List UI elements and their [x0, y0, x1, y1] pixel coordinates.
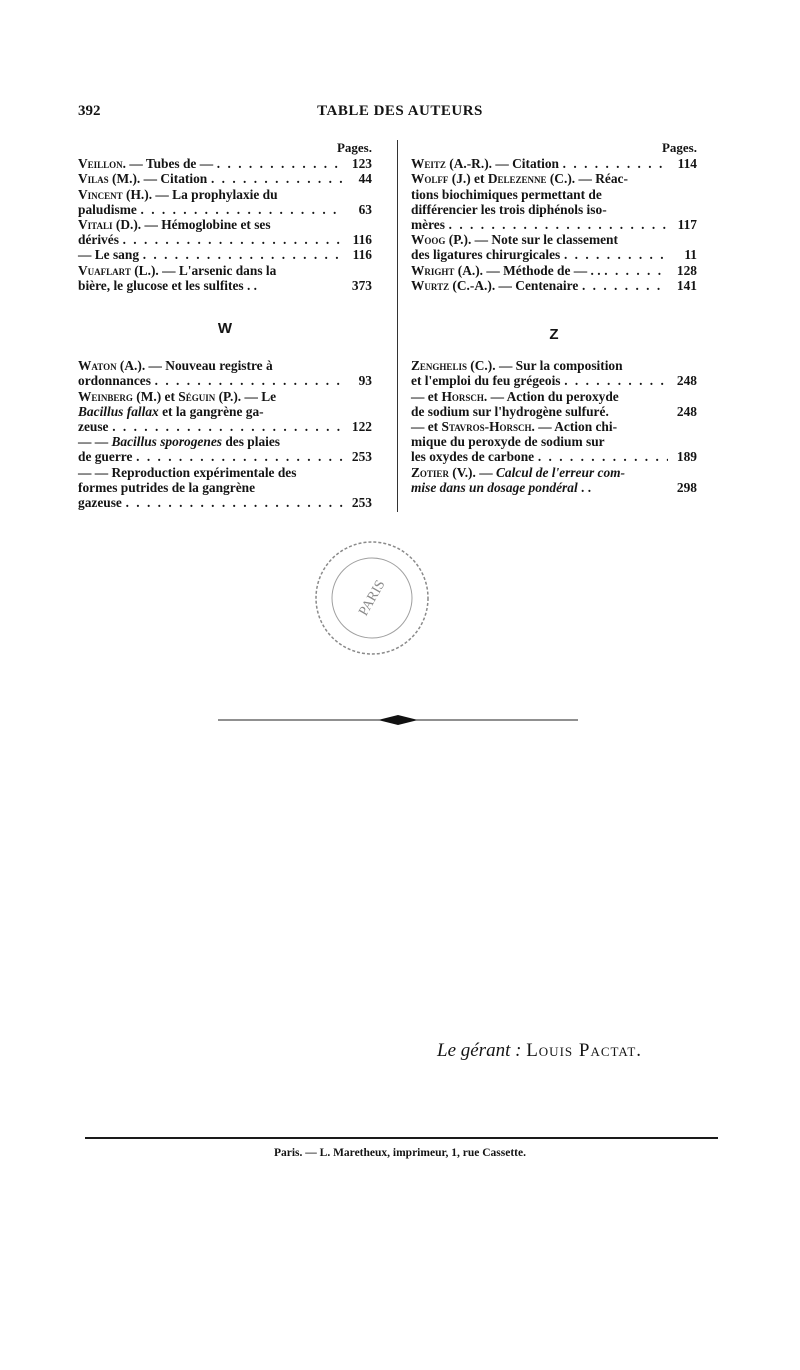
entry-words: — Nouveau registre à — [145, 358, 273, 374]
leader-dots — [216, 156, 343, 171]
entry-words: et la gangrène ga- — [158, 403, 264, 419]
italic-title: Bacillus fallax — [78, 403, 159, 419]
leader-dots — [142, 247, 343, 262]
author-name: Wright (A.). — [411, 262, 484, 278]
entry-words: . . — [577, 479, 592, 495]
entry-line — [78, 186, 372, 202]
page-ref: 116 — [352, 232, 372, 248]
entry-text — [411, 277, 579, 293]
entry-words: — — [475, 464, 496, 480]
ornament-divider — [218, 712, 578, 728]
entry-text — [78, 156, 214, 172]
entry-text — [411, 403, 609, 419]
index-entry — [411, 232, 697, 262]
leader-dots — [135, 449, 343, 464]
leader-dots — [537, 449, 668, 464]
entry-text — [411, 217, 445, 233]
page-ref: 117 — [677, 217, 697, 233]
leader-dots — [562, 156, 668, 171]
entry-words: — et — [411, 388, 442, 404]
entry-line — [78, 479, 372, 495]
leader-dots — [112, 419, 344, 434]
entry-line — [411, 186, 697, 202]
gerant-signature — [0, 1040, 800, 1062]
author-name: Veillon. — [78, 156, 127, 172]
entry-text — [411, 201, 607, 217]
index-entry — [78, 389, 372, 435]
italic-title: Bacillus sporogenes — [111, 434, 222, 450]
entry-words: zeuse — [78, 419, 109, 435]
entry-text — [78, 232, 119, 248]
leader-dots — [140, 202, 343, 217]
index-entry — [411, 465, 697, 495]
entry-line — [78, 262, 372, 278]
entries-z-list — [411, 358, 697, 495]
entry-text — [411, 186, 602, 202]
leader-dots — [563, 247, 668, 262]
index-entry — [411, 358, 697, 388]
page-ref: 253 — [351, 495, 372, 511]
author-name: Weitz (A.-R.). — [411, 156, 493, 172]
leader-dots — [122, 232, 343, 247]
section-letter-z: Z — [549, 326, 559, 344]
entry-words: des ligatures chirurgicales — [411, 247, 561, 263]
gerant-label: Le gérant : — [437, 1040, 522, 1061]
entry-line — [411, 358, 697, 374]
entry-words: — Hémoglobine et ses — [141, 217, 271, 233]
entry-words: — La prophylaxie du — [152, 186, 278, 202]
index-entry — [78, 171, 372, 186]
index-entry — [78, 156, 372, 171]
entry-line — [78, 247, 372, 263]
entry-line — [411, 464, 697, 480]
column-divider — [397, 140, 398, 512]
library-stamp — [312, 538, 432, 658]
entry-text — [78, 388, 277, 404]
left-column — [78, 140, 372, 510]
entry-line — [78, 171, 372, 187]
author-name: Horsch. — [441, 388, 488, 404]
entry-words: mères — [411, 217, 445, 233]
entry-line — [78, 434, 372, 450]
author-name: Weinberg (M.) — [78, 388, 162, 404]
page-ref: 63 — [358, 201, 372, 217]
entry-words: — Action du peroxyde — [487, 388, 619, 404]
entry-line — [411, 434, 697, 450]
entry-line — [411, 403, 697, 419]
entry-line — [78, 449, 372, 465]
entry-line — [411, 388, 697, 404]
entry-words: paludisme — [78, 201, 137, 217]
entry-words: — Citation — [492, 156, 559, 172]
entry-text — [78, 247, 140, 263]
entry-words: — Note sur le classement — [471, 232, 618, 248]
entry-line — [78, 373, 372, 389]
entry-text — [411, 419, 618, 435]
entry-line — [411, 232, 697, 248]
entry-words: bière, le glucose et les sulfites . . — [78, 277, 258, 293]
entry-line — [411, 373, 697, 389]
author-name: Woog (P.). — [411, 232, 472, 248]
entry-words: des plaies — [221, 434, 281, 450]
entry-words: différencier les trois diphénols iso- — [411, 201, 607, 217]
page-ref: 373 — [351, 277, 372, 293]
author-name: Vilas (M.). — [78, 171, 141, 187]
entry-line — [78, 232, 372, 248]
entry-words: et — [470, 171, 488, 187]
entry-text — [411, 434, 605, 450]
entry-text — [411, 464, 626, 480]
entry-text — [78, 358, 273, 374]
running-title: TABLE DES AUTEURS — [317, 103, 483, 119]
entry-line — [411, 419, 697, 435]
entry-words: — et — [411, 419, 442, 435]
entry-line — [411, 156, 697, 172]
entry-words: — Le — [241, 388, 277, 404]
author-name: Waton (A.). — [78, 358, 146, 374]
entry-text — [78, 495, 122, 511]
entry-line — [411, 449, 697, 465]
entry-words: de guerre — [78, 449, 133, 465]
entry-text — [78, 479, 256, 495]
index-entry — [78, 434, 372, 464]
author-name: Delezenne (C.). — [487, 171, 576, 187]
author-name: Vincent (H.). — [78, 186, 153, 202]
entry-words: et l'emploi du feu grégeois — [411, 373, 561, 389]
entry-text — [411, 262, 601, 278]
entry-text — [78, 186, 278, 202]
entry-text — [78, 373, 151, 389]
entry-words: — Centenaire — [495, 277, 579, 293]
entry-words: formes putrides de la gangrène — [78, 479, 256, 495]
entry-line — [78, 358, 372, 374]
entry-line — [78, 403, 372, 419]
entry-line — [78, 464, 372, 480]
entry-text — [411, 247, 561, 263]
entry-line — [78, 156, 372, 172]
section-letter-w: W — [217, 320, 233, 338]
gerant-name: Louis Pactat. — [526, 1040, 643, 1061]
entries-w-list — [411, 156, 697, 293]
entry-words: — Réac- — [575, 171, 628, 187]
entry-words: tions biochimiques permettant de — [411, 186, 602, 202]
author-name: Vuaflart (L.). — [78, 262, 159, 278]
entries-w-list — [78, 358, 372, 510]
entry-words: — L'arsenic dans la — [158, 262, 277, 278]
entry-line — [78, 388, 372, 404]
entry-text — [411, 156, 559, 172]
entry-text — [411, 232, 618, 248]
index-entry — [411, 389, 697, 419]
entry-text — [78, 449, 133, 465]
entry-words: et — [161, 388, 179, 404]
leader-dots — [581, 278, 668, 293]
index-entry — [411, 156, 697, 171]
leader-dots — [564, 373, 668, 388]
author-name: Stavros-Horsch. — [441, 419, 535, 435]
page-ref: 123 — [351, 156, 372, 172]
index-entry — [78, 465, 372, 511]
entry-text — [78, 277, 258, 293]
italic-title: Calcul de l'erreur com- — [495, 464, 626, 480]
entries-v-list — [78, 156, 372, 293]
entry-text — [78, 434, 281, 450]
entry-text — [78, 171, 208, 187]
leader-dots — [604, 263, 668, 278]
entry-line — [78, 277, 372, 293]
entry-words: les oxydes de carbone — [411, 449, 535, 465]
entry-words: de sodium sur l'hydrogène sulfuré. — [411, 403, 609, 419]
entry-words: dérivés — [78, 232, 119, 248]
entry-words: gazeuse — [78, 495, 122, 511]
page-ref: 114 — [677, 156, 697, 172]
entry-words: — Le sang — [78, 247, 140, 263]
page-ref: 248 — [676, 403, 697, 419]
entry-text — [78, 217, 271, 233]
index-entry — [411, 171, 697, 232]
page-ref: 189 — [676, 449, 697, 465]
entry-text — [78, 403, 264, 419]
leader-dots — [125, 495, 343, 510]
entry-text — [411, 171, 628, 187]
entry-text — [411, 373, 561, 389]
entry-words: — Action chi- — [534, 419, 618, 435]
entry-line — [411, 247, 697, 263]
entry-words: — Citation — [140, 171, 208, 187]
index-entry — [78, 187, 372, 217]
author-name: Vitali (D.). — [78, 217, 142, 233]
entry-text — [78, 262, 277, 278]
page-ref: 116 — [352, 247, 372, 263]
entry-line — [411, 479, 697, 495]
entry-words: mique du peroxyde de sodium sur — [411, 434, 605, 450]
page-ref: 44 — [358, 171, 372, 187]
page-ref: 248 — [676, 373, 697, 389]
entry-text — [411, 388, 619, 404]
entry-line — [78, 201, 372, 217]
page-ref: 11 — [684, 247, 697, 263]
author-name: Wolff (J.) — [411, 171, 471, 187]
page-ref: 253 — [351, 449, 372, 465]
index-entry — [411, 278, 697, 293]
entry-line — [78, 419, 372, 435]
entry-text — [78, 201, 137, 217]
entry-text — [411, 479, 592, 495]
entry-words: — Sur la composition — [495, 358, 623, 374]
page-ref: 93 — [358, 373, 372, 389]
entry-line — [78, 217, 372, 233]
entry-words: — — Reproduction expérimentale des — [78, 464, 297, 480]
entry-text — [78, 464, 297, 480]
entry-text — [411, 358, 623, 374]
author-name: Séguin (P.). — [178, 388, 242, 404]
page-ref: 122 — [351, 419, 372, 435]
entry-words: — — — [78, 434, 112, 450]
leader-dots — [448, 217, 668, 232]
leader-dots — [210, 171, 343, 186]
pages-heading: Pages. — [661, 140, 697, 155]
index-entry — [78, 217, 372, 247]
pages-heading: Pages. — [336, 140, 372, 155]
footer-rule — [85, 1137, 718, 1139]
entry-line — [411, 201, 697, 217]
entry-line — [411, 217, 697, 233]
entry-line — [411, 171, 697, 187]
author-name: Zotier (V.). — [411, 464, 476, 480]
page-number: 392 — [78, 103, 101, 119]
entry-words: — Méthode de — . . — [483, 262, 601, 278]
entry-words: ordonnances — [78, 373, 151, 389]
author-name: Zenghelis (C.). — [411, 358, 496, 374]
author-name: Wurtz (C.-A.). — [411, 277, 496, 293]
entry-words: — Tubes de — — [126, 156, 214, 172]
page-ref: 128 — [676, 262, 697, 278]
entry-text — [78, 419, 109, 435]
entry-line — [411, 262, 697, 278]
italic-title: mise dans un dosage pondéral — [411, 479, 578, 495]
leader-dots — [154, 373, 343, 388]
index-entry — [411, 419, 697, 465]
printer-imprint: Paris. — L. Maretheux, imprimeur, 1, rue Cassette. — [273, 1147, 526, 1159]
entry-line — [78, 495, 372, 511]
index-entry — [78, 247, 372, 262]
index-entry — [78, 358, 372, 388]
entry-text — [411, 449, 535, 465]
entry-line — [411, 277, 697, 293]
index-entry — [78, 263, 372, 293]
page-ref: 141 — [676, 277, 697, 293]
index-entry — [411, 263, 697, 278]
svg-text:PARIS: PARIS — [356, 577, 389, 619]
page-ref: 298 — [676, 479, 697, 495]
right-column — [411, 140, 697, 495]
